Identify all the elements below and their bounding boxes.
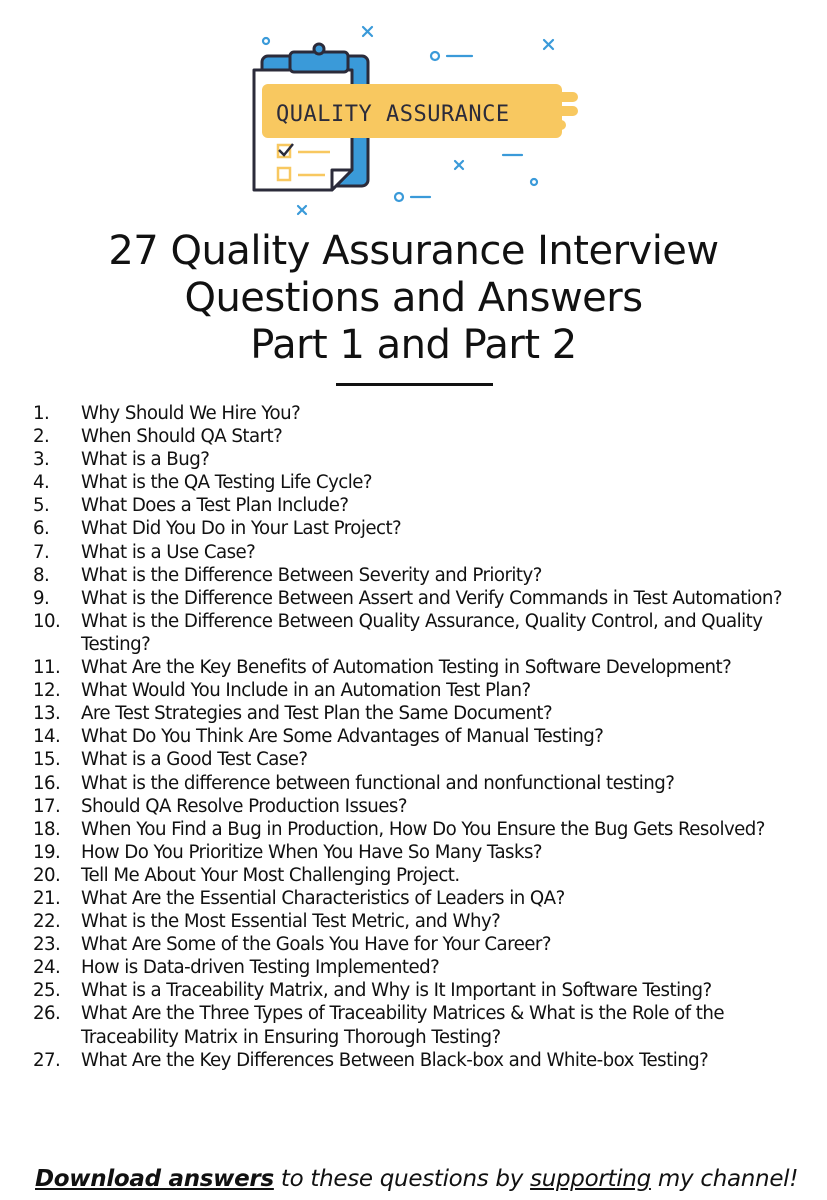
question-text: What is the Most Essential Test Metric, and Why? [81, 911, 501, 933]
cta-text-end: my channel! [650, 1166, 799, 1192]
question-number: 12. [33, 680, 61, 702]
question-text: What Does a Test Plan Include? [81, 495, 349, 517]
title-divider [336, 383, 493, 386]
question-item [33, 748, 803, 771]
question-text: What is the Difference Between Assert and Verify Commands in Test Automation? [81, 587, 782, 609]
question-list [33, 402, 803, 1072]
question-item [33, 679, 803, 702]
question-text: What is a Good Test Case? [81, 749, 308, 771]
question-item [33, 979, 803, 1002]
title-line-2: Questions and Answers [184, 275, 643, 321]
question-item [33, 795, 803, 818]
question-number: 1. [33, 403, 50, 424]
question-number: 2. [33, 426, 50, 448]
question-text: What Are the Key Benefits of Automation Testing in Software Development? [81, 657, 732, 679]
question-item [33, 656, 803, 679]
question-text: What is a Traceability Matrix, and Why is It Important in Software Testing? [81, 980, 712, 1002]
question-number: 9. [33, 587, 50, 609]
question-item [33, 702, 803, 725]
question-item [33, 818, 803, 841]
question-item [33, 610, 803, 656]
question-text: What Do You Think Are Some Advantages of Manual Testing? [81, 726, 604, 748]
question-text: Tell Me About Your Most Challenging Project. [81, 864, 460, 886]
cross-icon [363, 27, 372, 36]
cross-icon [298, 206, 306, 214]
question-number: 6. [33, 518, 50, 540]
supporting-link[interactable]: supporting [530, 1166, 651, 1192]
question-number: 5. [33, 495, 50, 517]
question-text: What Are the Three Types of Traceability Matrices & What is the Role of the Traceability Matrix in Ensuring Thorough Testing? [81, 1003, 724, 1048]
question-item [33, 887, 803, 910]
banner [262, 84, 578, 138]
question-item [33, 541, 803, 564]
question-number: 4. [33, 472, 50, 494]
question-number: 17. [33, 795, 61, 817]
question-item [33, 1049, 803, 1072]
question-text: What is the Difference Between Quality Assurance, Quality Control, and Quality Testing? [81, 610, 763, 655]
question-item [33, 1002, 803, 1048]
cross-icon [544, 40, 553, 49]
question-text: What Are the Essential Characteristics of Leaders in QA? [81, 887, 565, 909]
question-number: 8. [33, 564, 50, 586]
banner-text: QUALITY ASSURANCE [276, 102, 510, 127]
hero-illustration [0, 0, 827, 225]
question-text: What Would You Include in an Automation Test Plan? [81, 680, 531, 702]
question-item [33, 933, 803, 956]
question-number: 14. [33, 726, 61, 748]
question-item [33, 517, 803, 540]
question-number: 25. [33, 980, 61, 1002]
question-number: 22. [33, 911, 61, 933]
question-text: What Are the Key Differences Between Black-box and White-box Testing? [81, 1049, 709, 1071]
question-number: 3. [33, 449, 50, 471]
question-item [33, 910, 803, 933]
question-item [33, 471, 803, 494]
title-line-3: Part 1 and Part 2 [250, 322, 577, 368]
question-text: Why Should We Hire You? [81, 403, 301, 424]
cross-icon [455, 161, 463, 169]
question-text: Are Test Strategies and Test Plan the Same Document? [81, 703, 553, 725]
question-number: 20. [33, 864, 61, 886]
question-text: What is a Use Case? [81, 541, 256, 563]
question-item [33, 402, 803, 425]
question-text: When You Find a Bug in Production, How Do You Ensure the Bug Gets Resolved? [81, 818, 765, 840]
question-item [33, 425, 803, 448]
question-item [33, 772, 803, 795]
question-number: 27. [33, 1049, 61, 1071]
question-text: What is the QA Testing Life Cycle? [81, 472, 372, 494]
question-item [33, 448, 803, 471]
question-number: 18. [33, 818, 61, 840]
question-number: 11. [33, 657, 61, 679]
question-item [33, 864, 803, 887]
title-line-1: 27 Quality Assurance Interview [108, 228, 719, 274]
question-item [33, 587, 803, 610]
question-number: 23. [33, 934, 61, 956]
cta-text: to these questions by [273, 1166, 531, 1192]
question-text: What Did You Do in Your Last Project? [81, 518, 402, 540]
question-item [33, 841, 803, 864]
question-number: 13. [33, 703, 61, 725]
question-number: 15. [33, 749, 61, 771]
download-answers-link[interactable]: Download answers [35, 1166, 274, 1192]
question-text: How is Data-driven Testing Implemented? [81, 957, 440, 979]
question-text: Should QA Resolve Production Issues? [81, 795, 407, 817]
page-title [0, 228, 827, 369]
question-text: When Should QA Start? [81, 426, 283, 448]
question-number: 24. [33, 957, 61, 979]
question-text: How Do You Prioritize When You Have So Many Tasks? [81, 841, 542, 863]
question-item [33, 956, 803, 979]
question-number: 19. [33, 841, 61, 863]
question-number: 16. [33, 772, 61, 794]
question-item [33, 725, 803, 748]
question-number: 26. [33, 1003, 61, 1025]
question-item [33, 494, 803, 517]
question-number: 7. [33, 541, 50, 563]
download-cta [35, 1166, 815, 1192]
question-text: What is a Bug? [81, 449, 210, 471]
question-number: 21. [33, 887, 61, 909]
question-item [33, 564, 803, 587]
question-text: What is the Difference Between Severity and Priority? [81, 564, 542, 586]
question-text: What is the difference between functional and nonfunctional testing? [81, 772, 675, 794]
question-text: What Are Some of the Goals You Have for Your Career? [81, 934, 551, 956]
question-number: 10. [33, 610, 61, 632]
